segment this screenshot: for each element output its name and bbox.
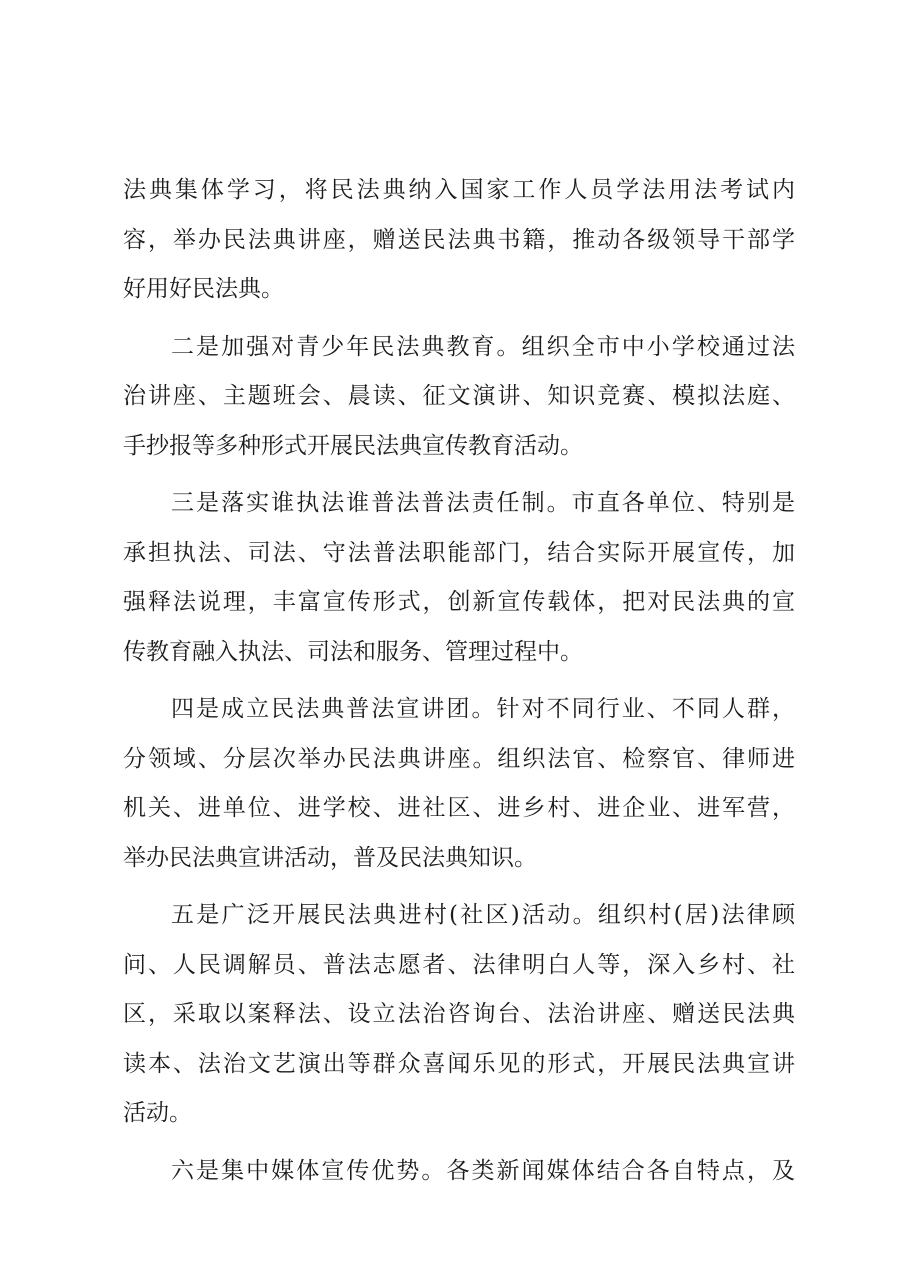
paragraph-5-line-2: 问、人民调解员、普法志愿者、法律明白人等，深入乡村、社 [123, 951, 795, 978]
paragraph-3-line-2: 承担执法、司法、守法普法职能部门，结合实际开展宣传，加 [123, 539, 795, 566]
paragraph-5-line-3: 区，采取以案释法、设立法治咨询台、法治讲座、赠送民法典 [123, 1001, 795, 1027]
paragraph-6-line-1: 六是集中媒体宣传优势。各类新闻媒体结合各自特点，及 [171, 1157, 795, 1184]
paragraph-gap [123, 315, 795, 323]
paragraph-3-line-4: 传教育融入执法、司法和服务、管理过程中。 [123, 638, 583, 665]
paragraph-5-line-1: 五是广泛开展民法典进村(社区)活动。组织村(居)法律顾 [171, 902, 795, 928]
paragraph-2-line-3: 手抄报等多种形式开展民法典宣传教育活动。 [123, 432, 583, 459]
paragraph-4-line-2: 分领域、分层次举办民法典讲座。组织法官、检察官、律师进 [123, 745, 795, 772]
paragraph-1-line-1: 法典集体学习，将民法典纳入国家工作人员学法用法考试内 [123, 177, 795, 203]
paragraph-2-line-1: 二是加强对青少年民法典教育。组织全市中小学校通过法 [171, 333, 795, 360]
paragraph-3-line-1: 三是落实谁执法谁普法普法责任制。市直各单位、特别是 [171, 490, 795, 516]
paragraph-4-line-4: 举办民法典宣讲活动，普及民法典知识。 [123, 844, 537, 871]
paragraph-4-line-1: 四是成立民法典普法宣讲团。针对不同行业、不同人群， [171, 696, 795, 722]
paragraph-gap [123, 677, 795, 685]
paragraph-4-line-3: 机关、进单位、进学校、进社区、进乡村、进企业、进军营， [123, 795, 795, 821]
document-body [123, 166, 795, 1196]
paragraph-gap [123, 883, 795, 891]
paragraph-5-line-4: 读本、法治文艺演出等群众喜闻乐见的形式，开展民法典宣讲 [123, 1050, 795, 1077]
paragraph-5-line-5: 活动。 [123, 1100, 192, 1126]
paragraph-1-line-3: 好用好民法典。 [123, 276, 284, 302]
paragraph-gap [123, 471, 795, 479]
paragraph-2-line-2: 治讲座、主题班会、晨读、征文演讲、知识竞赛、模拟法庭、 [123, 383, 795, 409]
paragraph-1-line-2: 容，举办民法典讲座，赠送民法典书籍，推动各级领导干部学 [123, 226, 795, 253]
paragraph-3-line-3: 强释法说理，丰富宣传形式，创新宣传载体，把对民法典的宣 [123, 589, 795, 615]
paragraph-gap [123, 1139, 795, 1147]
